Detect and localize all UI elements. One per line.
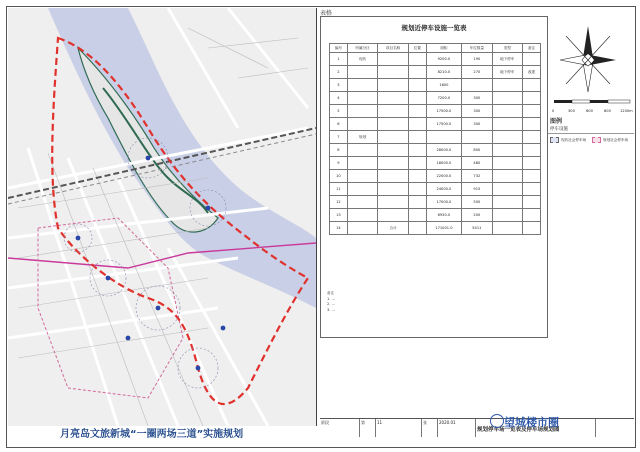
legend-items	[548, 133, 634, 144]
table-cell: 地下停车	[492, 66, 522, 79]
table-row	[330, 118, 541, 131]
table-cell	[408, 209, 426, 222]
table-cell	[347, 196, 377, 209]
table-cell: 500	[462, 196, 492, 209]
table-cell: 8	[330, 144, 348, 157]
table-row	[330, 157, 541, 170]
table-cell	[347, 92, 377, 105]
scale-label: 300	[568, 109, 575, 113]
legend-item-planned	[592, 137, 628, 143]
planning-map	[8, 8, 317, 426]
note-line: 3. ...	[327, 307, 335, 312]
table-cell	[492, 222, 522, 235]
table-cell	[408, 66, 426, 79]
table-cell: 1	[330, 53, 348, 66]
table-cell	[523, 170, 541, 183]
table-cell: 18000.0	[426, 157, 461, 170]
table-cell: 24000.0	[426, 183, 461, 196]
table-cell	[378, 196, 408, 209]
table-cell	[523, 131, 541, 144]
table-cell	[378, 144, 408, 157]
table-cell: 300	[462, 92, 492, 105]
table-cell	[378, 183, 408, 196]
scale-bar-graphic	[552, 99, 634, 105]
title-block-cell: 张	[422, 419, 438, 437]
table-cell	[492, 79, 522, 92]
table-row	[330, 209, 541, 222]
table-cell: 270	[462, 66, 492, 79]
title-block-cell: 11	[376, 419, 422, 437]
table-cell	[492, 196, 522, 209]
table-cell	[408, 222, 426, 235]
table-cell: 改建	[523, 66, 541, 79]
table-cell: 8210.0	[426, 66, 461, 79]
table-cell	[492, 157, 522, 170]
table-cell	[408, 118, 426, 131]
table-row	[330, 92, 541, 105]
title-block-cell: 阶段	[320, 419, 360, 437]
table-cell	[523, 157, 541, 170]
table-cell	[347, 79, 377, 92]
legend-swatch-planned	[592, 137, 601, 143]
table-cell	[408, 105, 426, 118]
table-cell	[492, 118, 522, 131]
table-row	[330, 170, 541, 183]
notes-block	[327, 291, 541, 313]
parking-table-box	[320, 16, 548, 338]
table-cell	[378, 131, 408, 144]
table-cell	[523, 183, 541, 196]
scale-label: 800	[604, 109, 611, 113]
table-row	[330, 196, 541, 209]
section-label: 表格	[320, 10, 333, 17]
watermark-text: 望城楼市圈	[504, 416, 559, 429]
table-row	[330, 66, 541, 79]
table-cell: 现状	[347, 53, 377, 66]
table-cell: 915	[462, 183, 492, 196]
map-canvas	[8, 8, 316, 426]
map-title: 月亮岛文旅新城“一圈两场三道”实施规划	[60, 429, 244, 440]
table-cell: 13	[330, 209, 348, 222]
table-cell: 9200.0	[426, 53, 461, 66]
table-cell	[523, 118, 541, 131]
table-cell	[523, 53, 541, 66]
table-cell	[347, 118, 377, 131]
scale-label: 600	[586, 109, 593, 113]
table-cell: 6930.0	[426, 209, 461, 222]
legend-label: 规划社会停车场	[603, 137, 629, 142]
table-body	[330, 53, 541, 235]
table-cell: 28000.0	[426, 144, 461, 157]
table-cell	[462, 79, 492, 92]
table-cell	[378, 170, 408, 183]
table-cell	[492, 183, 522, 196]
header-cell: 车位数量	[462, 44, 492, 53]
title-block-cell: 第	[360, 419, 376, 437]
table-cell: 171001.0	[426, 222, 461, 235]
table-cell	[523, 144, 541, 157]
table-cell	[378, 79, 408, 92]
table-cell	[347, 157, 377, 170]
table-cell	[408, 92, 426, 105]
table-cell: 300	[462, 118, 492, 131]
table-cell: 9	[330, 157, 348, 170]
scale-label: 0	[552, 109, 555, 113]
table-cell: 12	[330, 196, 348, 209]
table-cell: 190	[462, 53, 492, 66]
table-cell: 17000.0	[426, 196, 461, 209]
table-cell: 4	[330, 92, 348, 105]
table-cell: 地下停车	[492, 53, 522, 66]
table-cell: 11	[330, 183, 348, 196]
table-cell	[408, 183, 426, 196]
table-cell: 7200.0	[426, 92, 461, 105]
table-cell: 合计	[378, 222, 408, 235]
table-cell	[347, 183, 377, 196]
table-cell: 7	[330, 131, 348, 144]
table-cell	[347, 170, 377, 183]
table-cell	[492, 170, 522, 183]
table-cell	[408, 196, 426, 209]
table-cell	[378, 105, 408, 118]
note-line: 2. ...	[327, 302, 335, 307]
table-cell: 1600	[426, 79, 461, 92]
table-cell: 17500.0	[426, 118, 461, 131]
table-cell	[347, 144, 377, 157]
table-cell	[426, 131, 461, 144]
table-cell	[523, 222, 541, 235]
info-panel	[316, 8, 634, 433]
table-cell	[523, 196, 541, 209]
header-cell: 位置	[408, 44, 426, 53]
table-cell	[492, 209, 522, 222]
table-cell	[408, 79, 426, 92]
table-cell	[492, 92, 522, 105]
table-cell	[523, 105, 541, 118]
table-cell	[347, 66, 377, 79]
table-cell	[492, 144, 522, 157]
table-cell: 5411	[462, 222, 492, 235]
parking-table	[329, 43, 541, 235]
table-cell: 规划	[347, 131, 377, 144]
header-cell: 所属分区	[347, 44, 377, 53]
watermark-logo-icon	[490, 414, 504, 428]
title-block	[320, 418, 634, 437]
table-cell: 2	[330, 66, 348, 79]
scale-label: 1200m	[620, 109, 633, 113]
table-cell: 732	[462, 170, 492, 183]
drawing-title: 规划停车场一览表及停车场规划图	[476, 419, 596, 437]
header-cell: 备注	[523, 44, 541, 53]
table-cell: 17500.0	[426, 105, 461, 118]
table-row	[330, 79, 541, 92]
table-cell: 14	[330, 222, 348, 235]
table-cell	[347, 105, 377, 118]
note-line: 1. ...	[327, 296, 335, 301]
table-cell: 200	[462, 209, 492, 222]
table-row	[330, 222, 541, 235]
table-row	[330, 131, 541, 144]
table-cell: 5	[330, 105, 348, 118]
legend-subtitle: 停车设施	[550, 127, 568, 132]
table-cell	[462, 131, 492, 144]
table-cell	[347, 222, 377, 235]
table-cell	[378, 53, 408, 66]
legend-title: 图例	[550, 118, 563, 125]
table-row	[330, 53, 541, 66]
table-cell	[378, 66, 408, 79]
table-cell	[378, 92, 408, 105]
table-cell	[408, 157, 426, 170]
scale-bar	[552, 90, 634, 113]
title-block-cell: 2020.01	[438, 419, 476, 437]
table-cell	[408, 53, 426, 66]
table-cell	[408, 170, 426, 183]
table-cell	[347, 209, 377, 222]
legend-swatch-existing	[550, 137, 559, 143]
table-cell: 10	[330, 170, 348, 183]
header-cell: 项目名称	[378, 44, 408, 53]
table-row	[330, 105, 541, 118]
table-cell: 480	[462, 157, 492, 170]
table-title: 规划近停车设施一览表	[401, 24, 467, 32]
table-cell	[378, 118, 408, 131]
header-cell: 编号	[330, 44, 348, 53]
table-cell	[523, 92, 541, 105]
table-cell: 300	[462, 105, 492, 118]
table-cell	[523, 209, 541, 222]
table-cell	[492, 105, 522, 118]
table-row	[330, 144, 541, 157]
table-cell: 3	[330, 79, 348, 92]
header-cell: 面积	[426, 44, 461, 53]
table-cell	[378, 157, 408, 170]
table-cell: 800	[462, 144, 492, 157]
table-cell	[408, 131, 426, 144]
table-row	[330, 183, 541, 196]
table-cell	[378, 209, 408, 222]
legend-label: 现状社会停车场	[561, 137, 587, 142]
table-cell: 22000.0	[426, 170, 461, 183]
legend	[548, 116, 634, 142]
table-cell	[492, 131, 522, 144]
table-cell	[523, 79, 541, 92]
table-cell: 6	[330, 118, 348, 131]
table-cell	[408, 144, 426, 157]
header-cell: 类型	[492, 44, 522, 53]
note-line: 备注	[327, 291, 335, 295]
table-header-row	[330, 44, 541, 53]
legend-item-existing	[550, 137, 586, 143]
